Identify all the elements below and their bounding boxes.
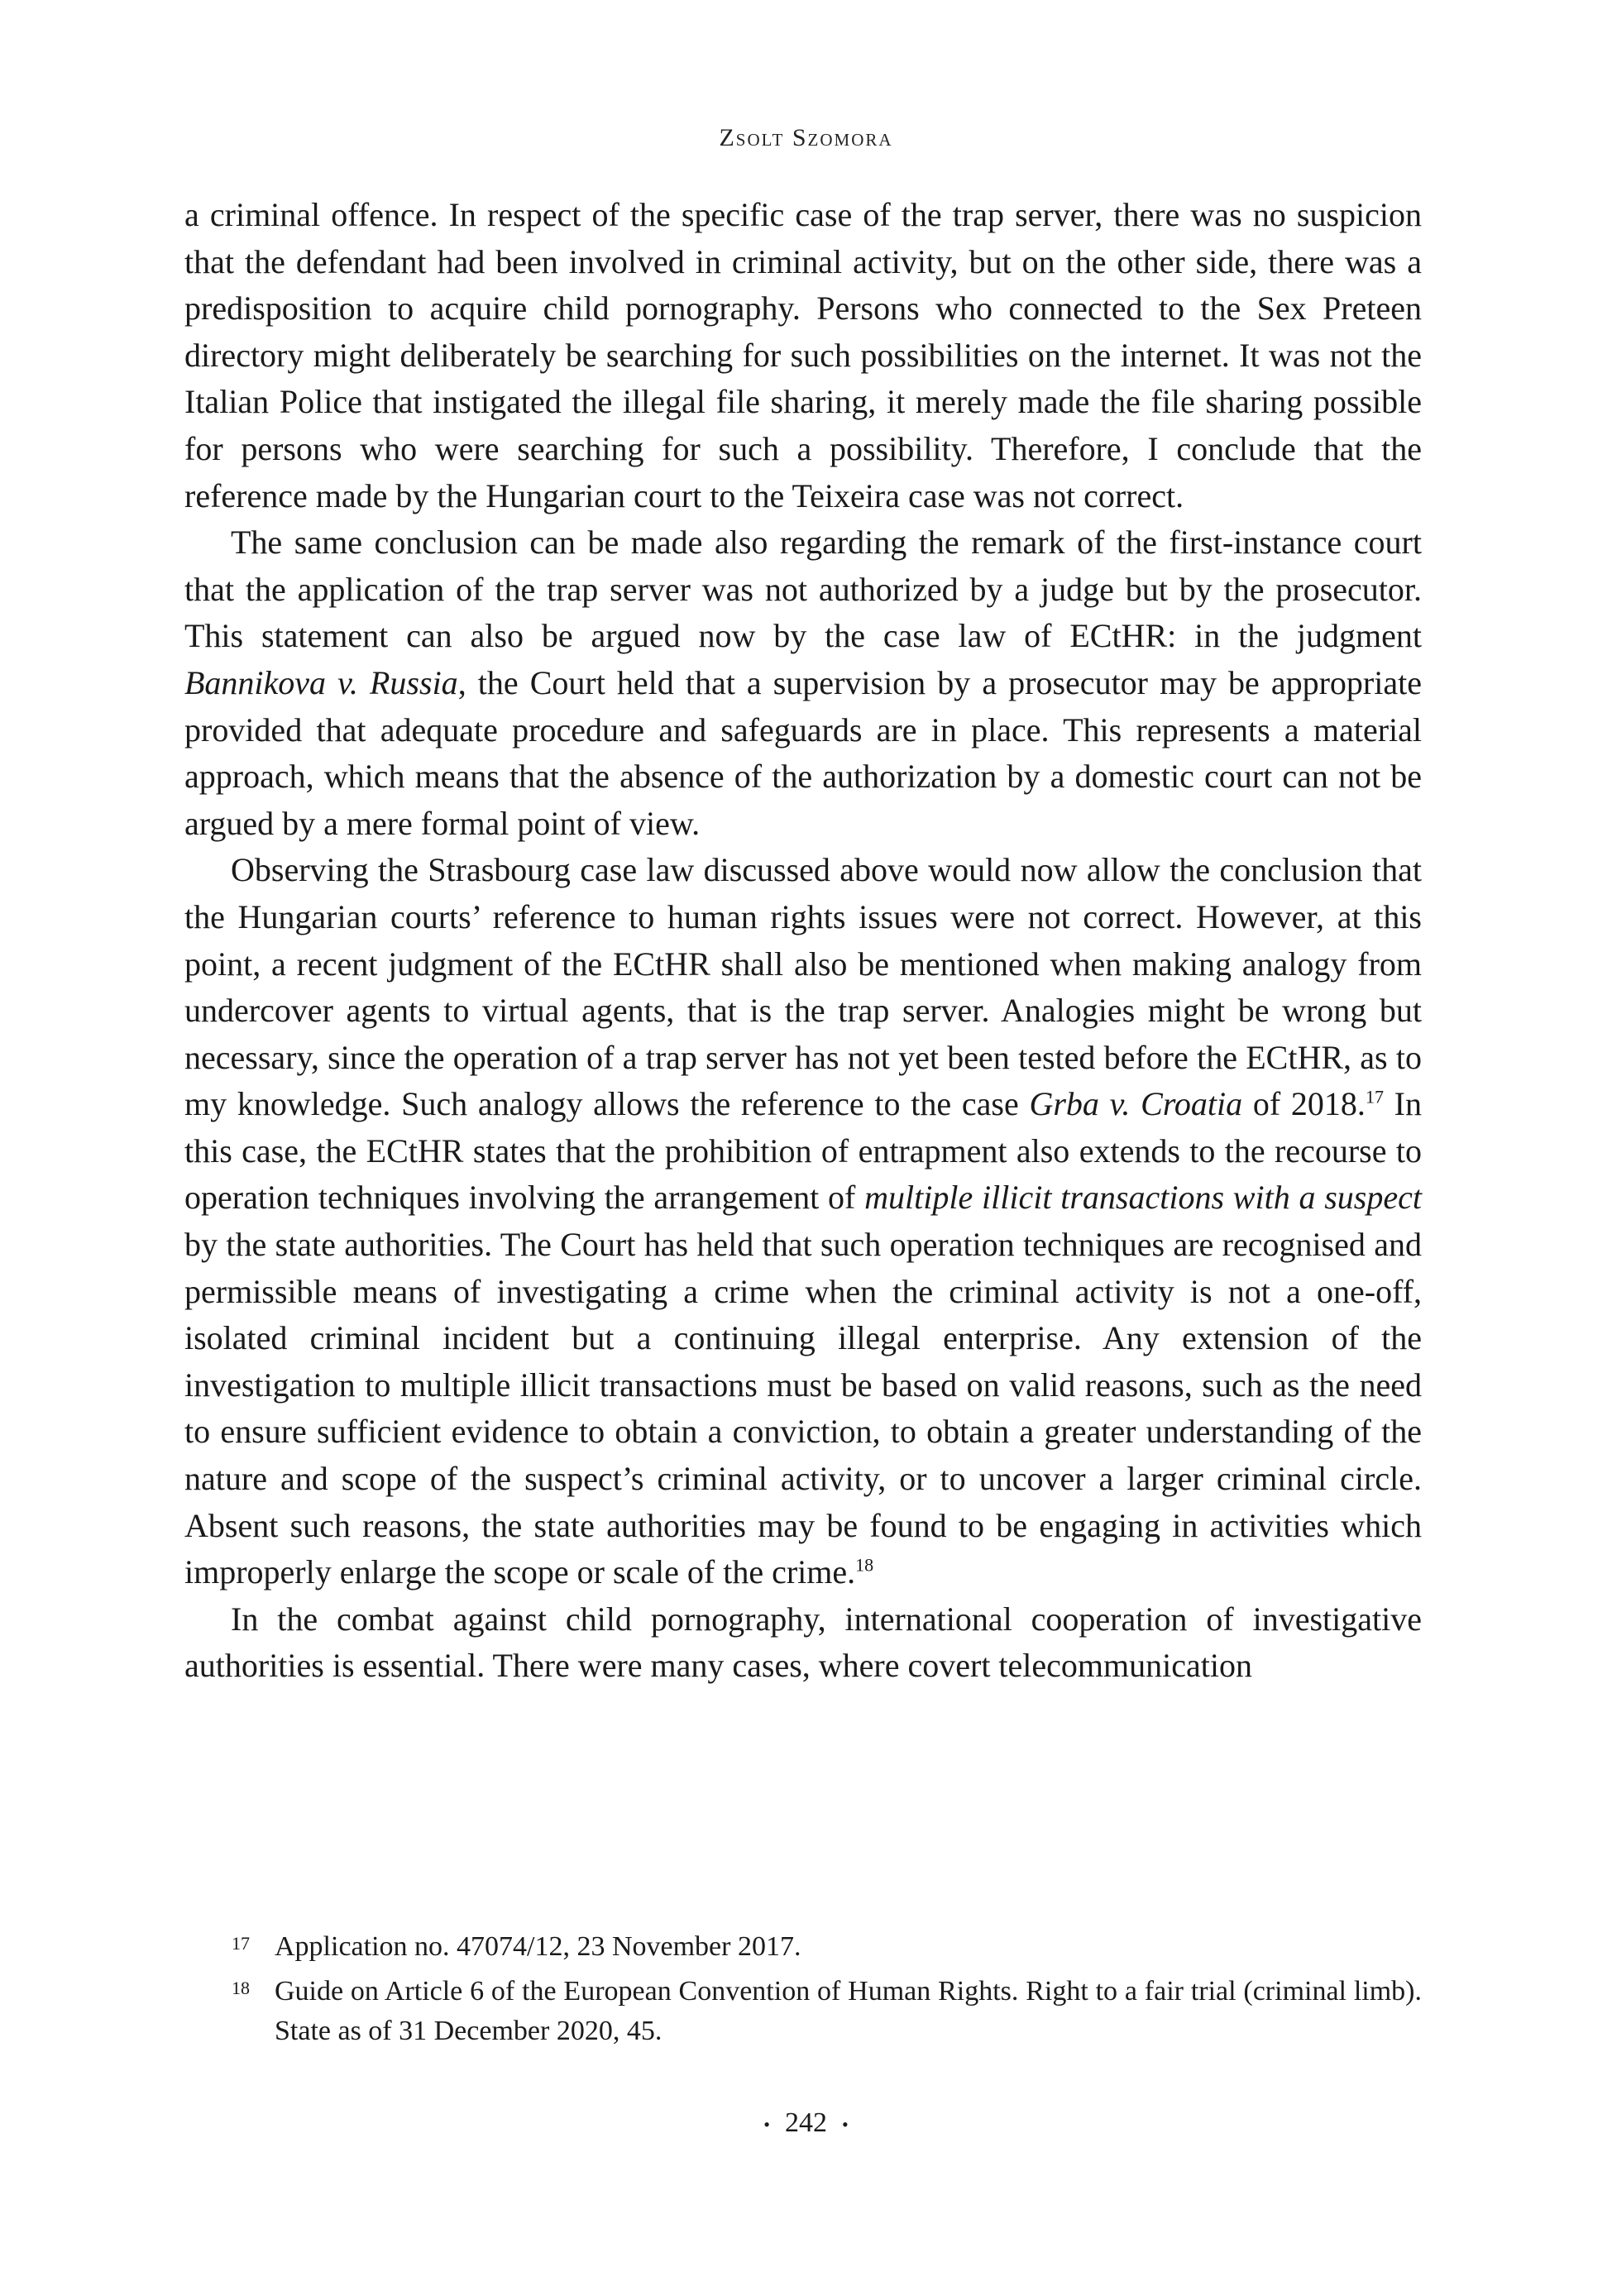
page-number-value: 242	[785, 2107, 827, 2138]
footnote-ref-17[interactable]: 17	[1365, 1086, 1384, 1107]
running-head: Zsolt Szomora	[719, 124, 893, 151]
footnote-17	[232, 1927, 1422, 1967]
body-text	[184, 192, 1422, 1690]
case-name-bannikova: Bannikova v. Russia	[184, 663, 458, 701]
paragraph-3-text-d: by the state authorities. The Court has held that such operation techniques are recognised and permissible means of investigating a crime when the criminal activity is not a one-off, isolated criminal incident but a continuing illegal enterprise. Any extension of the investigation to multiple illicit transactions must be based on valid reasons, such as the need to ensure sufficient evidence to obtain a conviction, to obtain a greater understanding of the nature and scope of the suspect’s criminal activity, or to uncover a larger criminal circle. Absent such reasons, the state authorities may be found to be engaging in activities which improperly enlarge the scope or scale of the crime.	[184, 1226, 1422, 1591]
footnote-ref-18[interactable]: 18	[855, 1554, 874, 1576]
paragraph-4: In the combat against child pornography, international cooperation of investigative authorities is essential. There were many cases, where covert telecommunication	[184, 1600, 1422, 1685]
footnotes	[232, 1927, 1422, 2056]
bullet-ornament-icon: •	[842, 2114, 849, 2136]
paragraph-1: a criminal offence. In respect of the specific case of the trap server, there was no suspicion that the defendant had been involved in criminal activity, but on the other side, there was a predisposition to acquire child pornography. Persons who connected to the Sex Preteen directory might deliberately be searching for such possibilities on the internet. It was not the Italian Police that instigated the illegal file sharing, it merely made the file sharing possible for persons who were searching for such a possibility. Therefore, I conclude that the reference made by the Hungarian court to the Teixeira case was not correct.	[184, 196, 1422, 514]
footnote-number: 17	[232, 1933, 250, 1954]
paragraph-3-text-a: Observing the Strasbourg case law discussed above would now allow the conclusion that the Hungarian courts’ reference to human rights issues were not correct. However, at this point, a recent judgment of the ECtHR shall also be mentioned when making analogy from undercover agents to virtual agents, that is the trap server. Analogies might be wrong but necessary, since the operation of a trap server has not yet been tested before the ECtHR, as to my knowledge. Such analogy allows the reference to the case	[184, 851, 1422, 1123]
paragraph-3-text-c: In this case, the ECtHR states that the prohibition of entrapment also extends to the recourse to operation techniques involving the arrangement of	[184, 1085, 1422, 1217]
paragraph-3	[184, 847, 1422, 1596]
paragraph-2-text-b: , the Court held that a supervision by a prosecutor may be appropriate provided that adequate procedure and safeguards are in place. This represents a material approach, which means that the absence of the authorization by a domestic court can not be argued by a mere formal point of view.	[184, 663, 1422, 842]
case-name-grba: Grba v. Croatia	[1029, 1085, 1243, 1123]
footnote-text: Guide on Article 6 of the European Convention of Human Rights. Right to a fair trial (criminal limb). State as of 31 December 2020, 45.	[275, 1976, 1422, 2046]
bullet-ornament-icon: •	[763, 2114, 770, 2136]
paragraph-2	[184, 519, 1422, 847]
footnote-number: 18	[232, 1978, 250, 1998]
footnote-text: Application no. 47074/12, 23 November 2017.	[275, 1931, 801, 1962]
footnote-18	[232, 1972, 1422, 2051]
paragraph-3-text-b: of 2018.	[1242, 1085, 1366, 1123]
page-number	[0, 2107, 1612, 2139]
paragraph-2-text-a: The same conclusion can be made also regarding the remark of the first-instance court that the application of the trap server was not authorized by a judge but by the prosecutor. This statement can also be argued now by the case law of ECtHR: in the judgment	[184, 524, 1422, 655]
emphasis-multiple-transactions: multiple illicit transactions with a suspect	[864, 1179, 1422, 1217]
